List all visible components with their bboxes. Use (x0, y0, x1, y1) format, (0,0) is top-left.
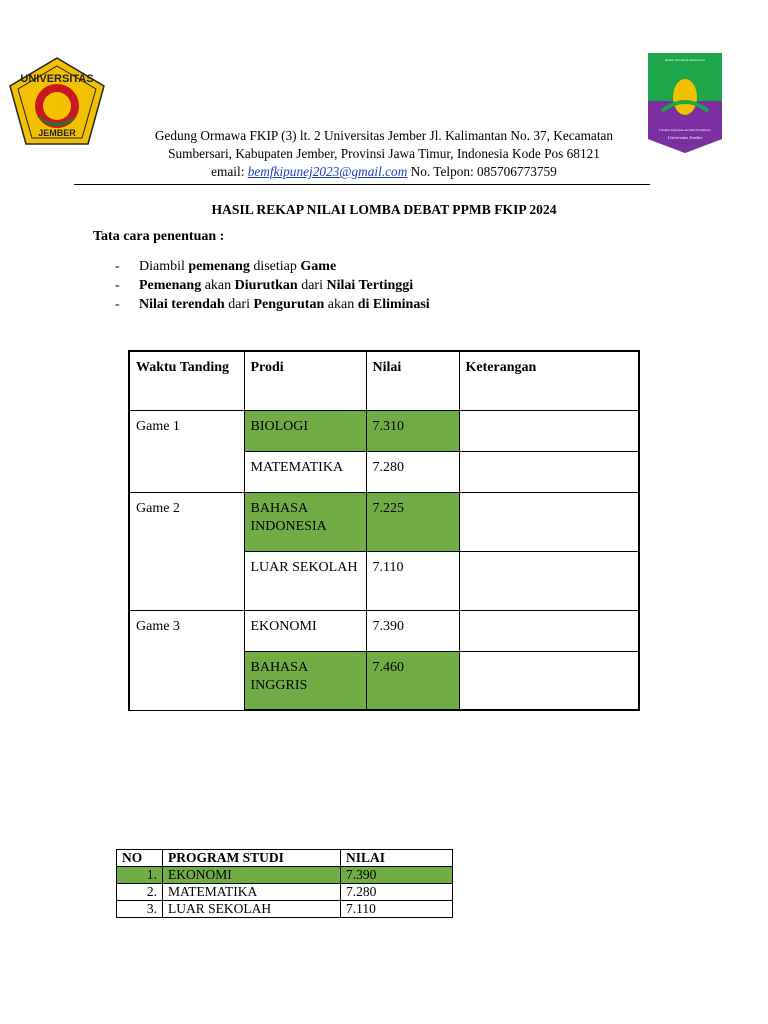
rank-nilai: 7.110 (341, 901, 453, 918)
rule-item (115, 276, 430, 295)
document-title: HASIL REKAP NILAI LOMBA DEBAT PPMB FKIP 2024 (211, 202, 557, 217)
rules-list (115, 257, 430, 314)
table-row (129, 610, 639, 651)
rule-text-part: akan (324, 297, 358, 312)
rule-text-part: Pemenang (139, 278, 202, 293)
prodi-cell: LUAR SEKOLAH (244, 551, 366, 610)
rule-text-part: Diambil (139, 259, 189, 274)
game-label: Game 1 (129, 410, 244, 492)
prodi-cell: MATEMATIKA (244, 451, 366, 492)
rule-text-part: dari (224, 297, 254, 312)
table-row (129, 410, 639, 451)
rule-text (139, 295, 430, 314)
rule-text-part: Game (300, 259, 337, 274)
rule-dash: - (115, 278, 120, 293)
rule-text-part: disetiap (249, 259, 301, 274)
email-link[interactable]: bemfkipunej2023@gmail.com (247, 164, 408, 179)
rule-text-part: Pengurutan (253, 297, 325, 312)
rule-text-part: di Eliminasi (357, 297, 430, 312)
rule-text-part: Nilai terendah (139, 297, 225, 312)
rule-text-part: Diurutkan (234, 278, 298, 293)
rule-dash: - (115, 259, 120, 274)
rule-item (115, 295, 430, 314)
keterangan-cell (459, 492, 639, 551)
results-table (128, 350, 640, 711)
nilai-cell: 7.225 (366, 492, 459, 551)
ranking-table (116, 849, 453, 918)
ranking-header-row (117, 850, 453, 867)
nilai-cell: 7.310 (366, 410, 459, 451)
letterhead (130, 127, 638, 181)
header-prodi: Prodi (244, 351, 366, 410)
game-label: Game 3 (129, 610, 244, 710)
rank-number: 3. (117, 901, 163, 918)
rank-prodi: EKONOMI (163, 867, 341, 884)
keterangan-cell (459, 651, 639, 710)
keterangan-cell (459, 451, 639, 492)
rank-nilai: 7.390 (341, 867, 453, 884)
table-row (129, 492, 639, 551)
ranking-header-nilai: NILAI (341, 850, 453, 867)
keterangan-cell (459, 551, 639, 610)
rule-text-part: Nilai Tertinggi (326, 278, 414, 293)
game-label: Game 2 (129, 492, 244, 610)
prodi-cell: BIOLOGI (244, 410, 366, 451)
email-label: email: (211, 164, 248, 179)
header-time: Waktu Tanding (129, 351, 244, 410)
rule-text (139, 257, 336, 276)
svg-text:Badan Eksekutif Mahasiswa: Badan Eksekutif Mahasiswa (665, 58, 705, 62)
svg-text:UNIVERSITAS: UNIVERSITAS (20, 73, 94, 85)
svg-text:Fakultas Keguruan dan Ilmu Pen: Fakultas Keguruan dan Ilmu Pendidikan (659, 128, 711, 132)
keterangan-cell (459, 610, 639, 651)
header-nilai: Nilai (366, 351, 459, 410)
universitas-jember-logo (6, 56, 108, 148)
header-divider (74, 184, 650, 185)
address-line-1: Gedung Ormawa FKIP (3) lt. 2 Universitas Jember Jl. Kalimantan No. 37, Kecamatan (154, 128, 614, 143)
rule-text (139, 276, 413, 295)
svg-text:Universitas Jember: Universitas Jember (667, 135, 703, 140)
phone-text: No. Telpon: 085706773759 (407, 164, 557, 179)
rank-nilai: 7.280 (341, 884, 453, 901)
ranking-header-no: NO (117, 850, 163, 867)
rule-item (115, 257, 430, 276)
rule-dash: - (115, 297, 120, 312)
prodi-cell: BAHASA INGGRIS (244, 651, 366, 710)
keterangan-cell (459, 410, 639, 451)
rules-intro: Tata cara penentuan : (93, 229, 225, 244)
prodi-cell: EKONOMI (244, 610, 366, 651)
rule-text-part: akan (201, 278, 235, 293)
prodi-cell: BAHASA INDONESIA (244, 492, 366, 551)
rule-text-part: dari (297, 278, 327, 293)
nilai-cell: 7.460 (366, 651, 459, 710)
ranking-row (117, 867, 453, 884)
header-ket: Keterangan (459, 351, 639, 410)
rank-prodi: MATEMATIKA (163, 884, 341, 901)
bem-fkip-logo (648, 53, 722, 153)
rule-text-part: pemenang (188, 259, 250, 274)
ranking-row (117, 901, 453, 918)
nilai-cell: 7.390 (366, 610, 459, 651)
rank-number: 2. (117, 884, 163, 901)
rank-prodi: LUAR SEKOLAH (163, 901, 341, 918)
svg-text:JEMBER: JEMBER (38, 128, 76, 138)
ranking-header-prodi: PROGRAM STUDI (163, 850, 341, 867)
contact-line (130, 163, 638, 181)
ranking-row (117, 884, 453, 901)
rank-number: 1. (117, 867, 163, 884)
table-header-row (129, 351, 639, 410)
address-line-2: Sumbersari, Kabupaten Jember, Provinsi Jawa Timur, Indonesia Kode Pos 68121 (168, 146, 600, 161)
nilai-cell: 7.110 (366, 551, 459, 610)
nilai-cell: 7.280 (366, 451, 459, 492)
